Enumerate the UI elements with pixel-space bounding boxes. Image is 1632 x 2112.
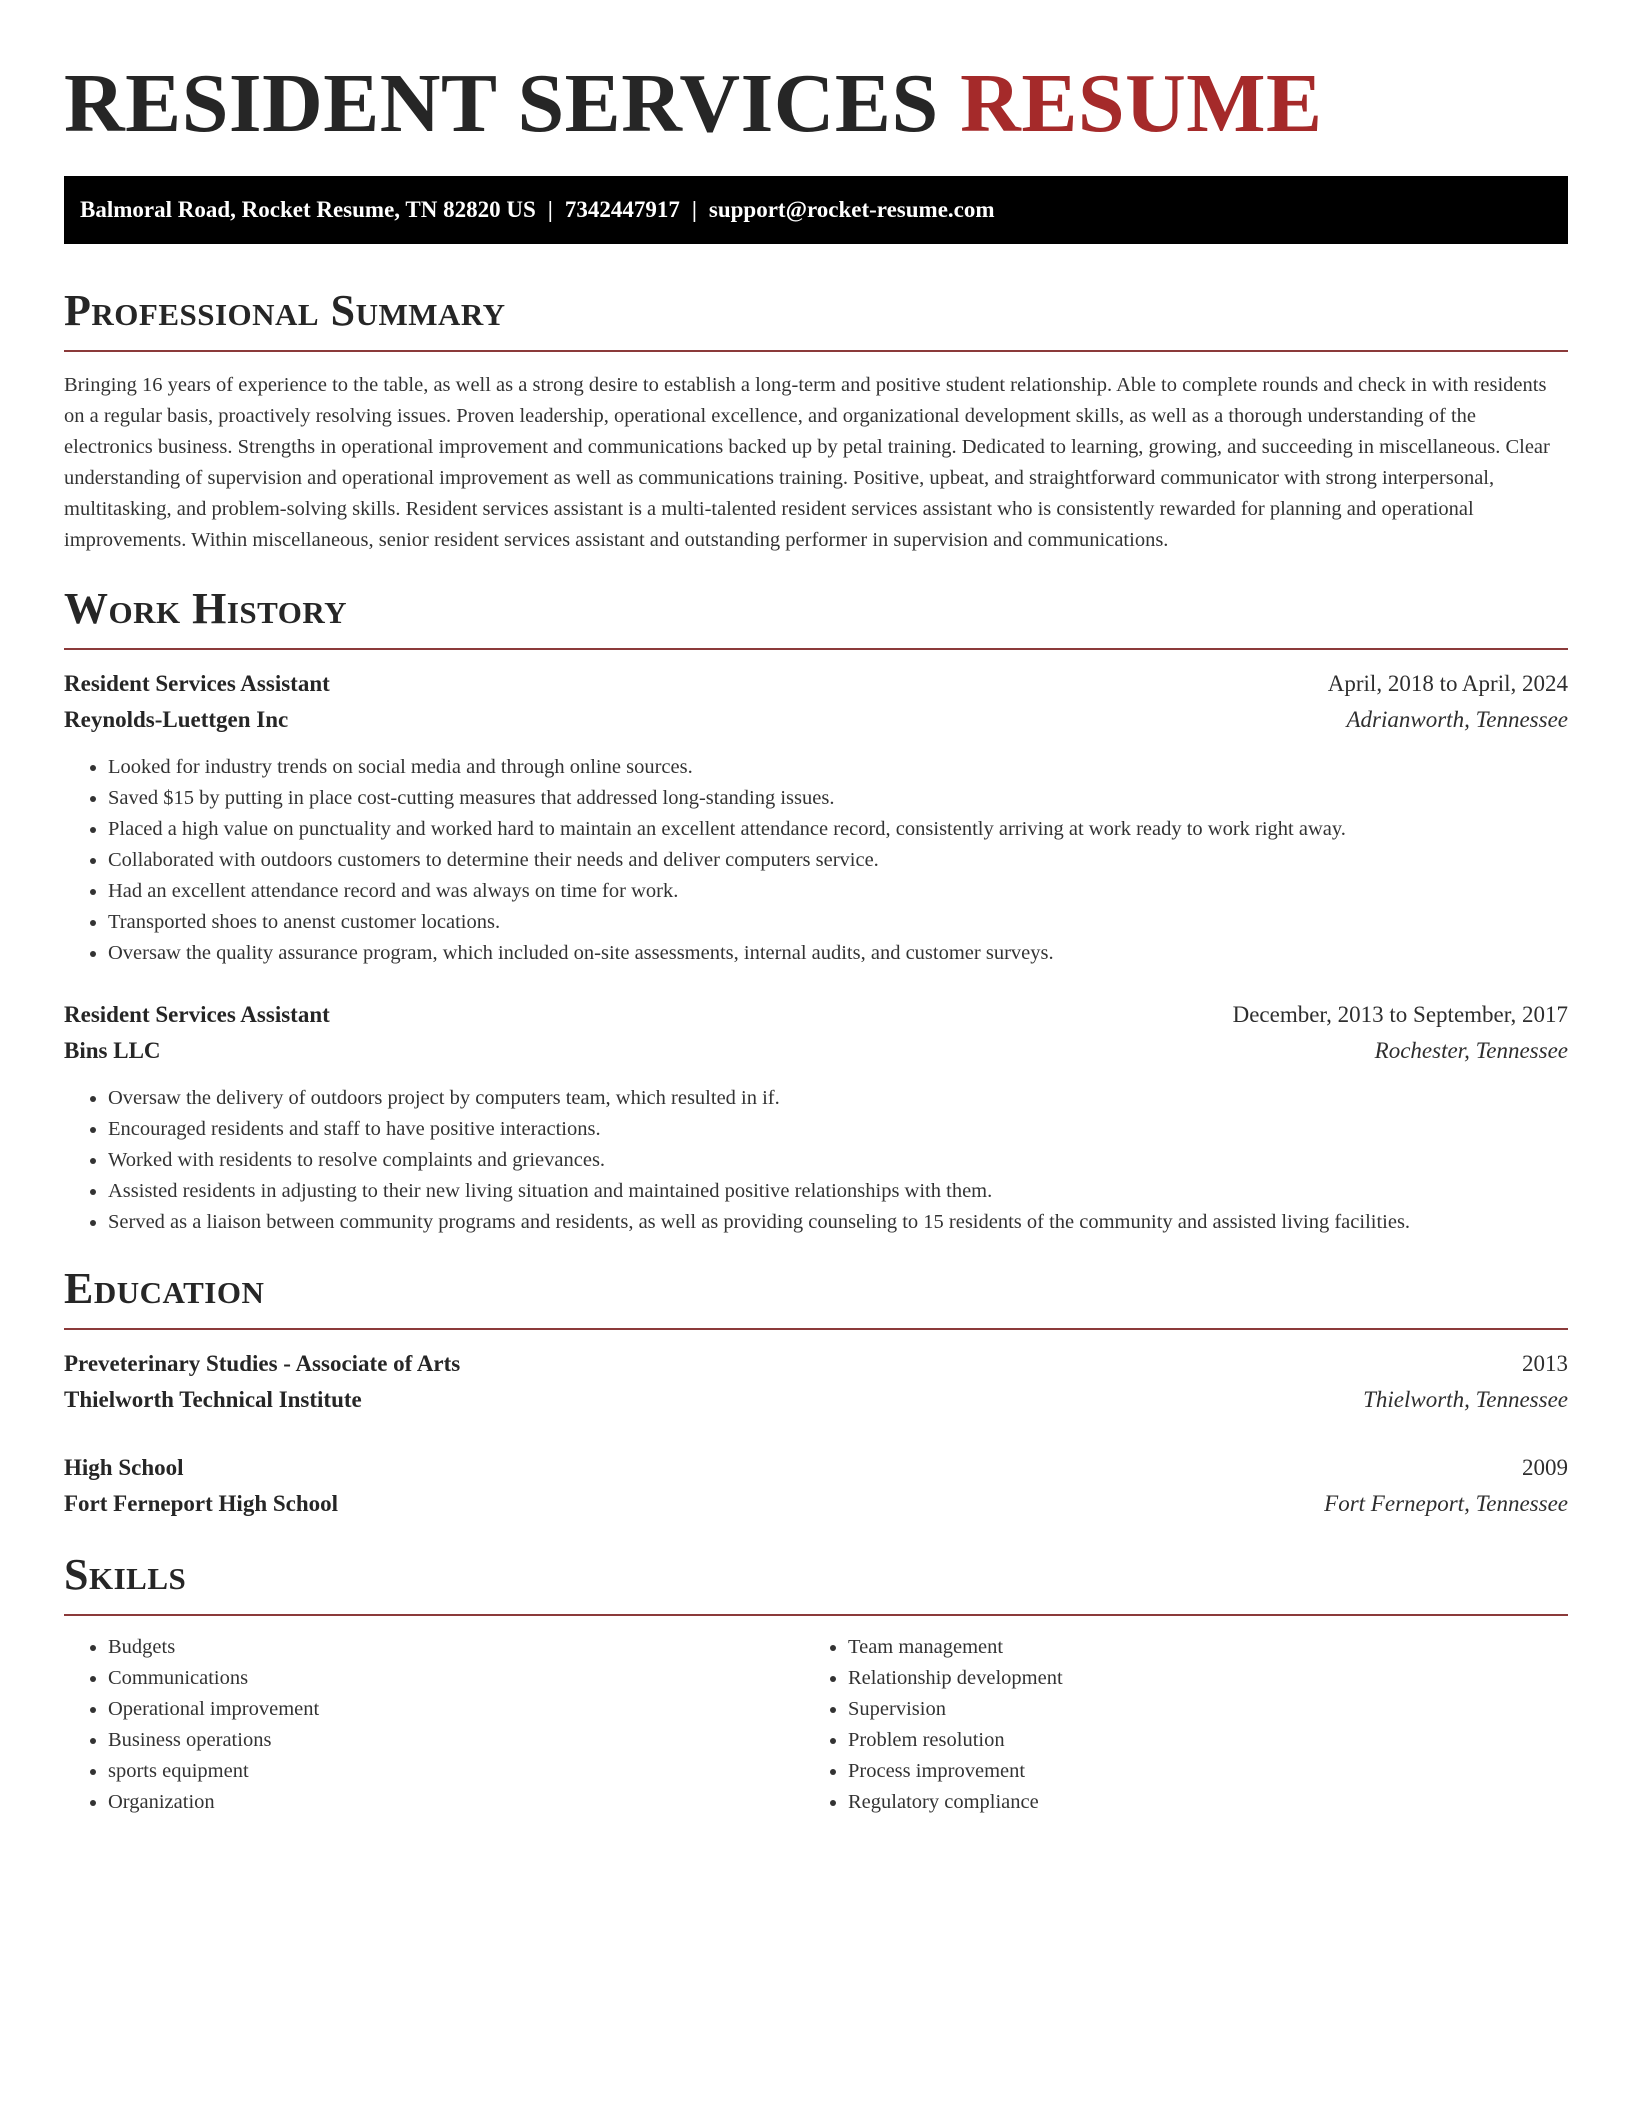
resume-page [64,0,1568,1818]
job-company-row [64,1033,1568,1069]
job-bullet: • Collaborated with outdoors customers to determine their needs and deliver computers service. [108,845,1568,876]
job-company-row [64,702,1568,738]
job-location: Adrianworth, Tennessee [1346,707,1568,732]
education-location: Thielworth, Tennessee [1363,1387,1568,1412]
job-bullet: • Oversaw the delivery of outdoors project by computers team, which resulted in if. [108,1083,1568,1114]
job-bullet: • Worked with residents to resolve complaints and grievances. [108,1145,1568,1176]
education-school-row [64,1486,1568,1522]
job-bullet: • Assisted residents in adjusting to their new living situation and maintained positive relationships with them. [108,1176,1568,1207]
skill-item: • Organization [108,1787,804,1818]
job-company: Bins LLC [64,1038,161,1063]
education-header-row [64,1346,1568,1382]
education-year: 2013 [1522,1351,1568,1376]
education-section [64,1264,1568,1522]
job-bullet: • Encouraged residents and staff to have positive interactions. [108,1114,1568,1145]
skill-item: • Relationship development [848,1663,1544,1694]
job-bullet: • Saved $15 by putting in place cost-cutting measures that addressed long-standing issues. [108,783,1568,814]
skill-item: • Team management [848,1632,1544,1663]
contact-email[interactable]: support@rocket-resume.com [708,197,995,222]
skills-list-left [64,1632,804,1818]
contact-address: Balmoral Road, Rocket Resume, TN 82820 US [80,197,536,222]
job-header-row [64,666,1568,702]
education-degree: Preveterinary Studies - Associate of Arts [64,1351,461,1376]
skill-item: • Regulatory compliance [848,1787,1544,1818]
education-degree: High School [64,1455,184,1480]
job-bullet-list [64,752,1568,969]
job-bullet: • Had an excellent attendance record and was always on time for work. [108,876,1568,907]
section-divider [64,648,1568,650]
job-dates: April, 2018 to April, 2024 [1327,671,1568,696]
job-bullet-list [64,1083,1568,1238]
contact-separator: | [691,197,697,222]
job-header-row [64,997,1568,1033]
education-heading: Education [64,1264,265,1313]
skill-item: • sports equipment [108,1756,804,1787]
contact-separator: | [547,197,553,222]
job-entry [64,666,1568,969]
section-divider [64,350,1568,352]
job-title: Resident Services Assistant [64,1002,330,1027]
education-location: Fort Ferneport, Tennessee [1324,1491,1568,1516]
skills-heading: Skills [64,1550,187,1599]
work-section [64,584,1568,1238]
education-school: Fort Ferneport High School [64,1491,339,1516]
resume-title [64,0,1568,150]
education-school-row [64,1382,1568,1418]
title-main: RESIDENT SERVICES [64,57,939,150]
contact-phone[interactable]: 7342447917 [564,197,680,222]
skill-item: • Business operations [108,1725,804,1756]
skills-section [64,1550,1568,1818]
skill-item: • Budgets [108,1632,804,1663]
education-school: Thielworth Technical Institute [64,1387,362,1412]
title-accent: RESUME [960,57,1323,150]
skills-list-right [804,1632,1544,1818]
education-year: 2009 [1522,1455,1568,1480]
job-bullet: • Looked for industry trends on social media and through online sources. [108,752,1568,783]
job-dates: December, 2013 to September, 2017 [1232,1002,1568,1027]
skill-item: • Problem resolution [848,1725,1544,1756]
skill-item: • Communications [108,1663,804,1694]
job-title: Resident Services Assistant [64,671,330,696]
summary-heading: Professional Summary [64,286,506,335]
job-location: Rochester, Tennessee [1374,1038,1568,1063]
contact-bar [64,176,1568,244]
section-divider [64,1614,1568,1616]
job-entry [64,997,1568,1238]
section-divider [64,1328,1568,1330]
summary-text: Bringing 16 years of experience to the table, as well as a strong desire to establish a long-term and positive student relationship. Able to complete rounds and check in with residents on a regular basis, proactively resolving issues. Proven leadership, operational excellence, and organizational development skills, as well as a thorough understanding of the electronics business. Strengths in operational improvement and communications backed up by petal training. Dedicated to learning, growing, and succeeding in miscellaneous. Clear understanding of supervision and operational improvement as well as communications training. Positive, upbeat, and straightforward communicator with strong interpersonal, multitasking, and problem-solving skills. Resident services assistant is a multi-talented resident services assistant who is consistently rewarded for planning and operational improvements. Within miscellaneous, senior resident services assistant and outstanding performer in supervision and communications. [64,374,1550,551]
job-bullet: • Placed a high value on punctuality and worked hard to maintain an excellent attendance record, consistently arriving at work ready to work right away. [108,814,1568,845]
skill-item: • Process improvement [848,1756,1544,1787]
work-heading: Work History [64,584,348,633]
summary-section [64,286,1568,556]
skill-item: • Supervision [848,1694,1544,1725]
job-bullet: • Transported shoes to anenst customer locations. [108,907,1568,938]
education-header-row [64,1450,1568,1486]
skills-columns [64,1632,1568,1818]
education-entry [64,1450,1568,1522]
job-company: Reynolds-Luettgen Inc [64,707,289,732]
education-entry [64,1346,1568,1418]
job-bullet: • Oversaw the quality assurance program, which included on-site assessments, internal audits, and customer surveys. [108,938,1568,969]
job-bullet: • Served as a liaison between community programs and residents, as well as providing counseling to 15 residents of the community and assisted living facilities. [108,1207,1568,1238]
skill-item: • Operational improvement [108,1694,804,1725]
